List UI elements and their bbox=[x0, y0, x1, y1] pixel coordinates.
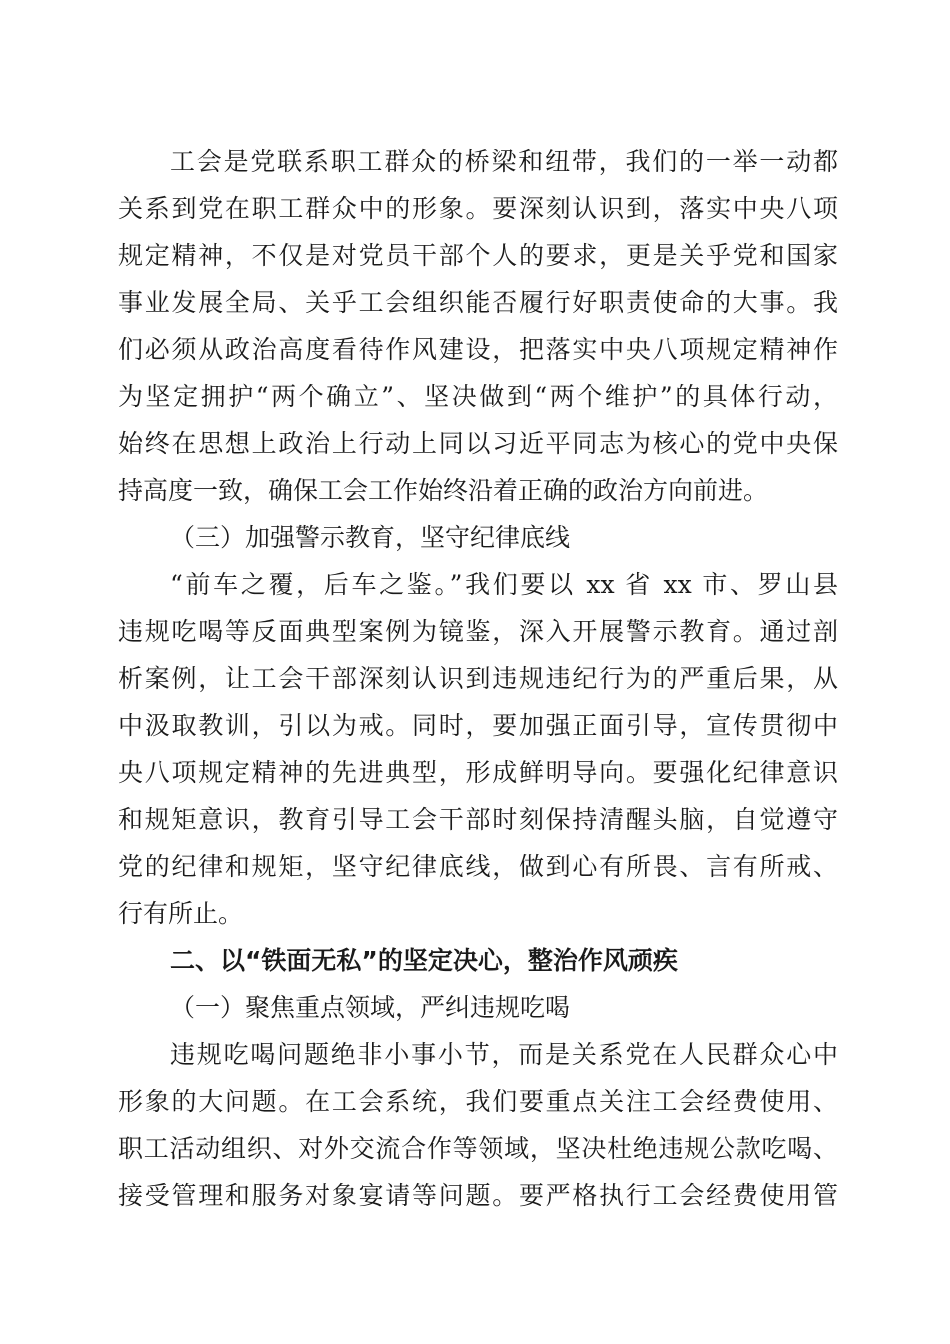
paragraph-line: 事业发展全局、关乎工会组织能否履行好职责使命的大事。我 bbox=[118, 288, 838, 317]
paragraph-line: 接受管理和服务对象宴请等问题。要严格执行工会经费使用管 bbox=[118, 1181, 838, 1210]
paragraph-line: 形象的大问题。在工会系统，我们要重点关注工会经费使用、 bbox=[118, 1087, 838, 1116]
paragraph-line: 关系到党在职工群众中的形象。要深刻认识到，落实中央八项 bbox=[118, 194, 838, 223]
section-heading: 二、以“铁面无私”的坚定决心，整治作风顽疾 bbox=[170, 946, 678, 975]
paragraph-line: 规定精神，不仅是对党员干部个人的要求，更是关乎党和国家 bbox=[118, 241, 838, 270]
paragraph-line: 职工活动组织、对外交流合作等领域，坚决杜绝违规公款吃喝、 bbox=[118, 1134, 838, 1163]
paragraph-line: 央八项规定精神的先进典型，形成鲜明导向。要强化纪律意识 bbox=[118, 758, 838, 787]
subsection-heading: （三）加强警示教育，坚守纪律底线 bbox=[170, 523, 571, 552]
subsection-heading: （一）聚焦重点领域，严纠违规吃喝 bbox=[170, 993, 571, 1022]
paragraph-line: 中汲取教训，引以为戒。同时，要加强正面引导，宣传贯彻中 bbox=[118, 711, 838, 740]
paragraph-line: 违规吃喝等反面典型案例为镜鉴，深入开展警示教育。通过剖 bbox=[118, 617, 838, 646]
paragraph-line: 工会是党联系职工群众的桥梁和纽带，我们的一举一动都 bbox=[170, 147, 838, 176]
paragraph-line: 和规矩意识，教育引导工会干部时刻保持清醒头脑，自觉遵守 bbox=[118, 805, 838, 834]
paragraph-line: 们必须从政治高度看待作风建设，把落实中央八项规定精神作 bbox=[118, 335, 838, 364]
paragraph-line: 持高度一致，确保工会工作始终沿着正确的政治方向前进。 bbox=[118, 476, 769, 505]
paragraph-line: 为坚定拥护“两个确立”、坚决做到“两个维护”的具体行动， bbox=[118, 382, 838, 411]
paragraph-line: “前车之覆，后车之鉴。”我们要以 xx 省 xx 市、罗山县 bbox=[170, 570, 838, 599]
paragraph-line: 党的纪律和规矩，坚守纪律底线，做到心有所畏、言有所戒、 bbox=[118, 852, 838, 881]
paragraph-line: 析案例，让工会干部深刻认识到违规违纪行为的严重后果，从 bbox=[118, 664, 838, 693]
paragraph-line: 违规吃喝问题绝非小事小节，而是关系党在人民群众心中 bbox=[170, 1040, 838, 1069]
paragraph-line: 始终在思想上政治上行动上同以习近平同志为核心的党中央保 bbox=[118, 429, 838, 458]
paragraph-line: 行有所止。 bbox=[118, 899, 244, 928]
